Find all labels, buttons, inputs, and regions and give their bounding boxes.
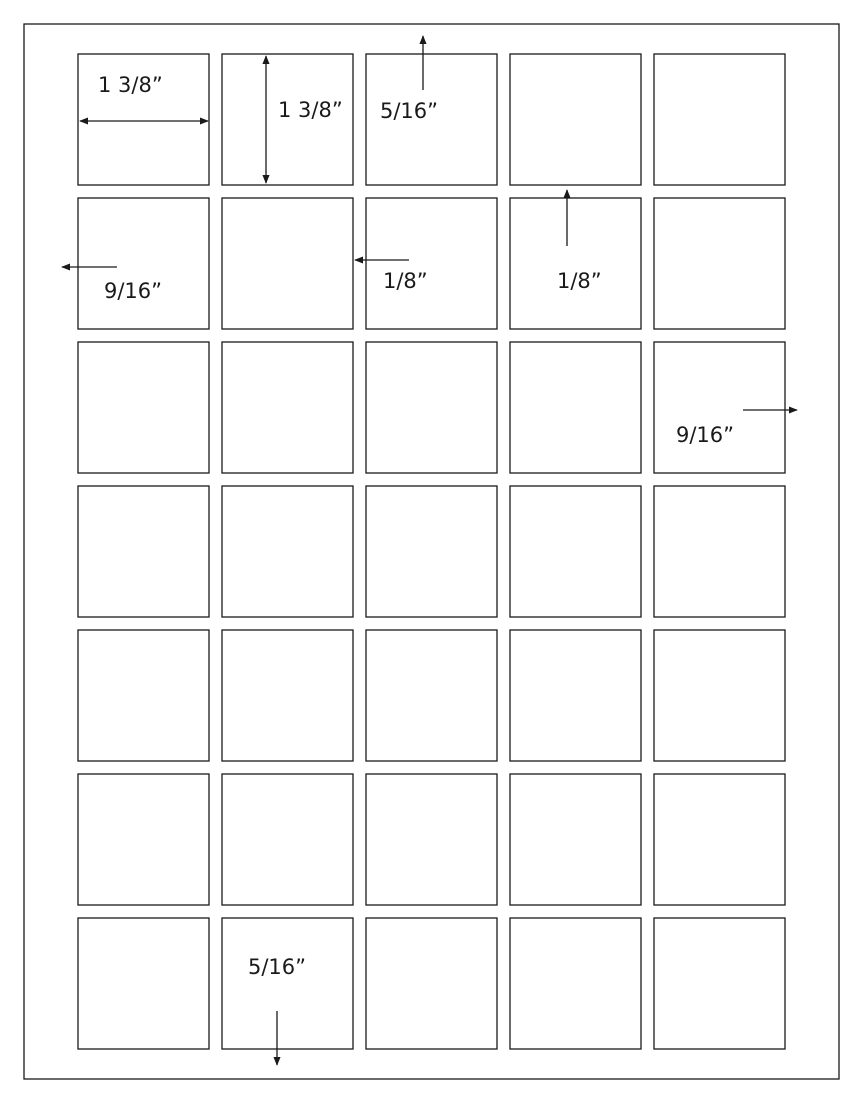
label-cell xyxy=(510,198,641,329)
label-height-text: 1 3/8” xyxy=(278,98,343,122)
label-cell xyxy=(222,486,353,617)
label-cell xyxy=(366,342,497,473)
label-cell xyxy=(78,342,209,473)
label-cell xyxy=(654,54,785,185)
label-cell xyxy=(222,774,353,905)
vertical-gap-text: 1/8” xyxy=(557,269,602,293)
label-cell xyxy=(78,486,209,617)
label-cell xyxy=(510,774,641,905)
label-cell xyxy=(78,198,209,329)
label-cell xyxy=(78,918,209,1049)
label-cell xyxy=(654,486,785,617)
label-cell xyxy=(78,774,209,905)
label-cell xyxy=(510,486,641,617)
label-cell xyxy=(222,342,353,473)
label-cell xyxy=(366,918,497,1049)
label-cell xyxy=(654,342,785,473)
label-cell xyxy=(654,198,785,329)
label-cell xyxy=(510,918,641,1049)
label-cell xyxy=(654,630,785,761)
label-cell xyxy=(654,918,785,1049)
label-cell xyxy=(366,774,497,905)
label-cell xyxy=(366,198,497,329)
top-margin-text: 5/16” xyxy=(380,99,439,123)
label-cell xyxy=(510,342,641,473)
right-margin-text: 9/16” xyxy=(676,423,735,447)
horizontal-gap-text: 1/8” xyxy=(383,269,428,293)
label-cell xyxy=(366,486,497,617)
label-cell xyxy=(510,630,641,761)
label-cell xyxy=(78,630,209,761)
label-grid xyxy=(78,54,785,1049)
label-width-text: 1 3/8” xyxy=(98,73,163,97)
label-cell xyxy=(366,630,497,761)
label-cell xyxy=(222,918,353,1049)
left-margin-text: 9/16” xyxy=(104,279,163,303)
label-cell xyxy=(222,198,353,329)
label-cell xyxy=(510,54,641,185)
bottom-margin-text: 5/16” xyxy=(248,955,307,979)
label-cell xyxy=(222,630,353,761)
sheet-border xyxy=(24,24,839,1079)
label-cell xyxy=(654,774,785,905)
